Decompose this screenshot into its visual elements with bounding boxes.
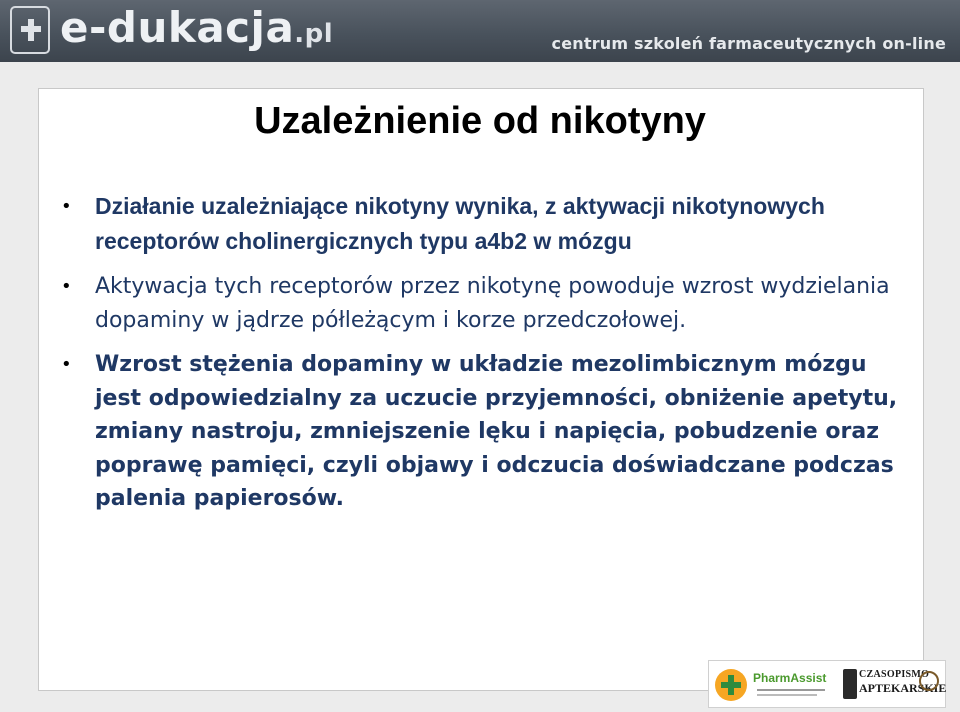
czasopismo-aptekarskie-logo[interactable] bbox=[843, 667, 947, 703]
pharmassist-subline bbox=[757, 694, 817, 696]
sponsor-logos bbox=[708, 660, 946, 708]
bullet-text: Wzrost stężenia dopaminy w układzie mezolimbicznym mózgu jest odpowiedzialny za uczucie przyjemności, obniżenie apetytu, zmiany nastroju, zmniejszenie lęku i napięcia, pobudzenie oraz poprawę pamięci, czyli objawy i odczucia doświadczane podczas palenia papierosów. bbox=[95, 352, 898, 511]
bullet-text: Aktywacja tych receptorów przez nikotynę powoduje wzrost wydzielania dopaminy w jądrze półleżącym i korze przedczołowej. bbox=[95, 274, 890, 333]
bullet-dot-icon: • bbox=[61, 354, 72, 375]
bullet-text: Działanie uzależniające nikotyny wynika, z aktywacji nikotynowych receptorów cholinergicznych typu a4b2 w mózgu bbox=[95, 193, 825, 254]
pharmassist-logo[interactable] bbox=[715, 667, 827, 703]
site-header bbox=[0, 0, 960, 62]
slide-title: Uzależnienie od nikotyny bbox=[254, 100, 706, 142]
logo-cross-icon bbox=[10, 6, 50, 54]
logo-tld: .pl bbox=[294, 19, 334, 49]
site-logo[interactable] bbox=[60, 2, 333, 60]
bullet-dot-icon: • bbox=[61, 276, 72, 297]
journal-name-bottom: APTEKARSKIE bbox=[859, 681, 947, 695]
logo-main: e-dukacja bbox=[60, 3, 295, 52]
pharmacy-cross-icon bbox=[715, 669, 747, 701]
bullet-dot-icon: • bbox=[61, 196, 72, 217]
bullet-list bbox=[55, 190, 915, 527]
pharmassist-name: PharmAssist bbox=[753, 671, 827, 685]
bullet-item bbox=[55, 270, 915, 337]
journal-mark-icon bbox=[843, 669, 857, 699]
journal-name-top: CZASOPISMO bbox=[859, 669, 930, 680]
seal-icon bbox=[919, 671, 939, 691]
bullet-item bbox=[55, 190, 915, 259]
pharmassist-subline bbox=[757, 689, 825, 691]
site-tagline: centrum szkoleń farmaceutycznych on-line bbox=[551, 34, 946, 53]
bullet-item bbox=[55, 348, 915, 516]
